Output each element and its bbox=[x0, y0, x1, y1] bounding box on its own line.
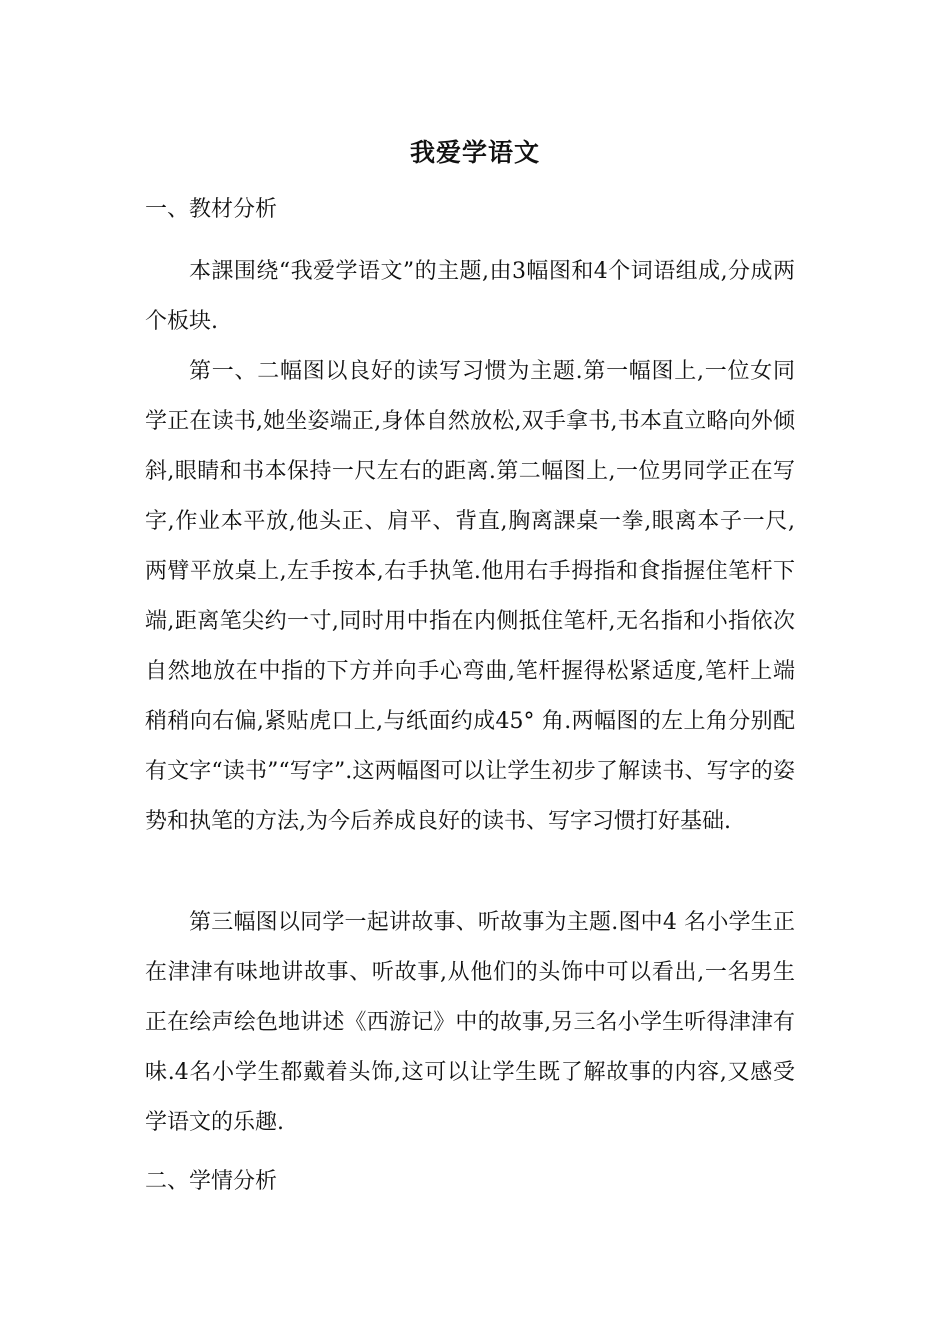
section-heading-learner-analysis: 二、学情分析 bbox=[145, 1169, 278, 1194]
document-title: 我爱学语文 bbox=[409, 138, 540, 167]
paragraph-storytelling: 第三幅图以同学一起讲故事、听故事为主题.图中4 名小学生正在津津有味地讲故事、听故事,从他们的头饰中可以看出,一名男生正在绘声绘色地讲述《西游记》中的故事,另三名小学生听得津津有味.4名小学生都戴着头饰,这可以让学生既了解故事的内容,又感受学语文的乐趣. bbox=[145, 910, 795, 1135]
paragraph-reading-writing-habits: 第一、二幅图以良好的读写习惯为主题.第一幅图上,一位女同学正在读书,她坐姿端正,身体自然放松,双手拿书,书本直立略向外倾斜,眼睛和书本保持一尺左右的距离.第二幅图上,一位男同学正在写字,作业本平放,他头正、肩平、背直,胸离課桌一拳,眼离本子一尺,两臂平放桌上,左手按本,右手执笔.他用右手拇指和食指握住笔杆下端,距离笔尖约一寸,同时用中指在内侧抵住笔杆,无名指和小指依次自然地放在中指的下方并向手心弯曲,笔杆握得松紧适度,笔杆上端稍稍向右偏,紧贴虎口上,与纸面约成45° 角.两幅图的左上角分别配有文字“读书”“写字”.这两幅图可以让学生初步了解读书、写字的姿势和执笔的方法,为今后养成良好的读书、写字习惯打好基础. bbox=[145, 359, 795, 834]
section-heading-textbook-analysis: 一、教材分析 bbox=[145, 197, 278, 222]
paragraph-overview: 本課围绕“我爱学语文”的主题,由3幅图和4个词语组成,分成两个板块. bbox=[145, 259, 795, 334]
